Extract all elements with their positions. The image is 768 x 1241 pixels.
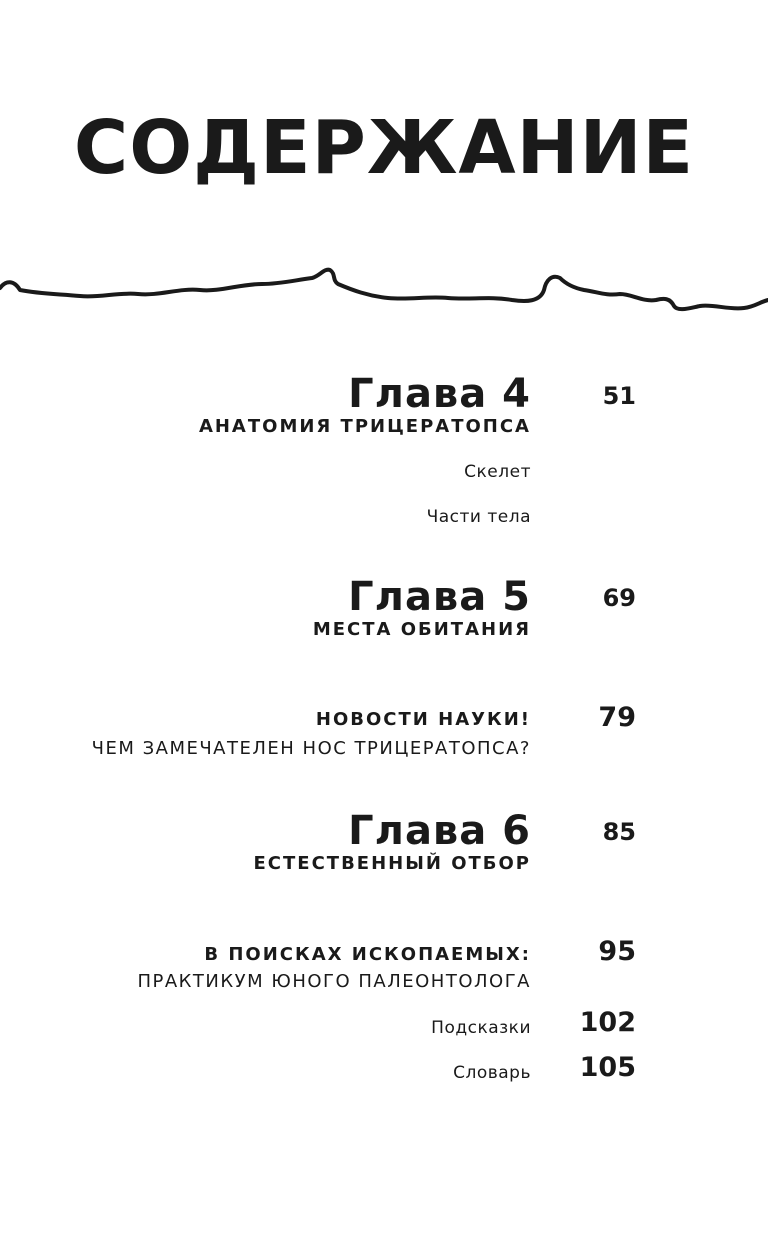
section-subheading: ЧЕМ ЗАМЕЧАТЕЛЕН НОС ТРИЦЕРАТОПСА? xyxy=(91,738,531,759)
chapter-subtitle: МЕСТА ОБИТАНИЯ xyxy=(312,619,531,640)
page-title: СОДЕРЖАНИЕ xyxy=(73,105,695,191)
chapter-subtitle: ЕСТЕСТВЕННЫЙ ОТБОР xyxy=(253,853,531,874)
chapter-subtitle: АНАТОМИЯ ТРИЦЕРАТОПСА xyxy=(198,416,531,437)
section-heading: НОВОСТИ НАУКИ! xyxy=(315,709,531,730)
page-number: 85 xyxy=(602,818,636,846)
toc-item: Словарь xyxy=(453,1063,531,1083)
section-heading: В ПОИСКАХ ИСКОПАЕМЫХ: xyxy=(204,944,531,965)
toc-item: Подсказки xyxy=(431,1018,531,1038)
chapter-title: Глава 6 xyxy=(348,808,531,854)
page-number: 95 xyxy=(598,936,636,967)
toc-item[interactable]: Части тела xyxy=(426,507,531,527)
page-number: 79 xyxy=(598,702,636,733)
page-number: 105 xyxy=(579,1052,636,1083)
chapter-title: Глава 4 xyxy=(348,371,531,417)
page-number: 102 xyxy=(579,1007,636,1038)
page-number: 69 xyxy=(602,584,636,612)
section-subheading: ПРАКТИКУМ ЮНОГО ПАЛЕОНТОЛОГА xyxy=(137,971,531,992)
page-number: 51 xyxy=(602,382,636,410)
toc-item[interactable]: Скелет xyxy=(464,462,531,482)
chapter-title: Глава 5 xyxy=(348,574,531,620)
